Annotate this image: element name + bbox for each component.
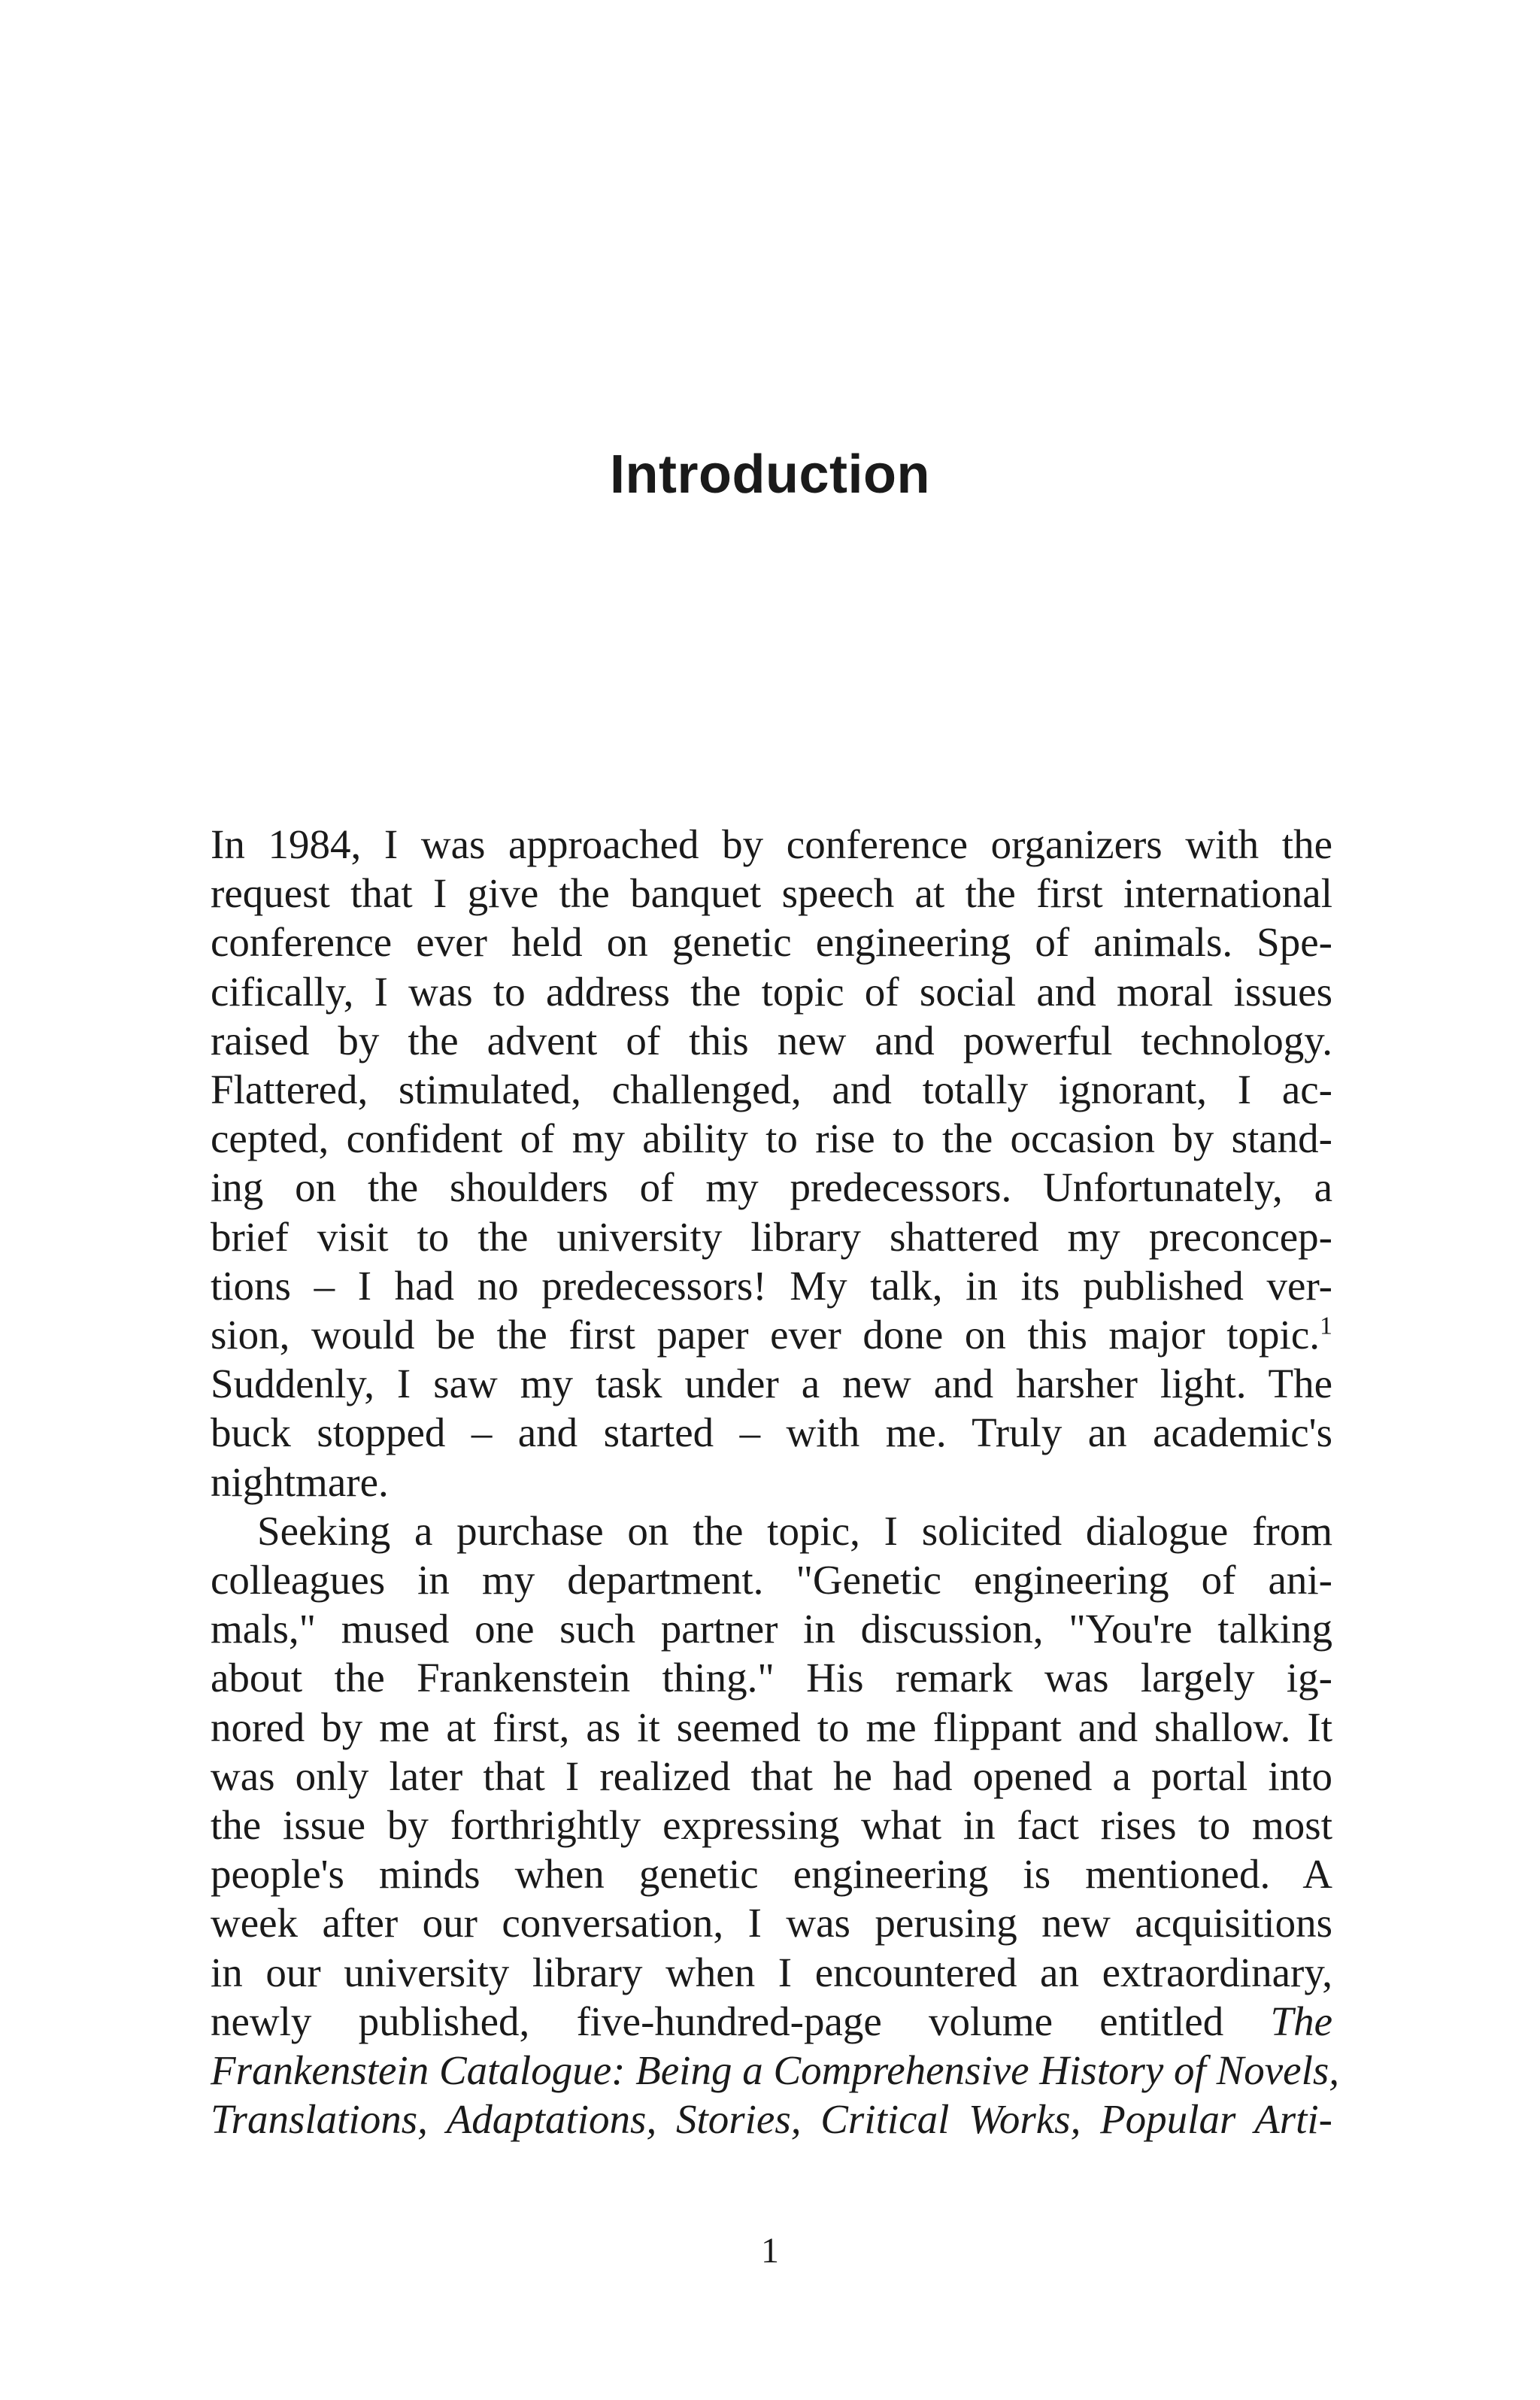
text-line: in our university library when I encountered an extraordinary, [211, 1949, 1332, 1995]
text-line: Suddenly, I saw my task under a new and harsher light. The [211, 1361, 1332, 1407]
italic-book-title-line: Frankenstein Catalogue: Being a Comprehensive History of Novels, [211, 2047, 1340, 2094]
text-line: mals," mused one such partner in discussion, "You're talking [211, 1606, 1332, 1652]
text-line: nightmare. [211, 1458, 389, 1505]
italic-book-title-line: Translations, Adaptations, Stories, Critical Works, Popular Arti- [211, 2096, 1332, 2143]
text-line: conference ever held on genetic engineering of animals. Spe- [211, 919, 1332, 966]
text-line: cepted, confident of my ability to rise to the occasion by stand- [211, 1115, 1332, 1162]
text-line: people's minds when genetic engineering is mentioned. A [211, 1851, 1332, 1898]
page-number: 1 [761, 2231, 779, 2271]
text-line: brief visit to the university library shattered my preconcep- [211, 1213, 1332, 1260]
text-line: newly published, five-hundred-page volume entitled [211, 1998, 1224, 2044]
body-text [211, 820, 1340, 2144]
text-line: In 1984, I was approached by conference organizers with the [211, 821, 1332, 867]
text-line: week after our conversation, I was perusing new acquisitions [211, 1900, 1332, 1946]
text-line: Seeking a purchase on the topic, I solicited dialogue from [257, 1507, 1332, 1554]
text-line: cifically, I was to address the topic of social and moral issues [211, 968, 1332, 1015]
text-line: raised by the advent of this new and powerful technology. [211, 1017, 1332, 1063]
text-line: the issue by forthrightly expressing what in fact rises to most [211, 1802, 1332, 1849]
paragraph-2 [211, 1506, 1340, 2144]
footnote-marker: 1 [1320, 1312, 1332, 1340]
text-line: request that I give the banquet speech at the first international [211, 870, 1332, 917]
text-line-with-footnote [211, 1310, 1332, 1359]
text-line: buck stopped – and started – with me. Truly an academic's [211, 1409, 1332, 1456]
text-line-with-title [211, 1997, 1332, 2046]
text-line: ing on the shoulders of my predecessors. Unfortunately, a [211, 1164, 1332, 1211]
text-line: colleagues in my department. "Genetic engineering of ani- [211, 1557, 1332, 1604]
text-line: sion, would be the first paper ever done on this major topic. [211, 1312, 1320, 1358]
italic-book-title: The [1270, 1998, 1333, 2044]
text-line: tions – I had no predecessors! My talk, in its published ver- [211, 1262, 1332, 1309]
page-title: Introduction [610, 445, 930, 505]
text-line: Flattered, stimulated, challenged, and totally ignorant, I ac- [211, 1066, 1332, 1113]
text-line: about the Frankenstein thing." His remark was largely ig- [211, 1655, 1332, 1701]
text-line: nored by me at first, as it seemed to me flippant and shallow. It [211, 1704, 1332, 1750]
paragraph-1 [211, 820, 1332, 1506]
text-line: was only later that I realized that he had opened a portal into [211, 1752, 1332, 1799]
